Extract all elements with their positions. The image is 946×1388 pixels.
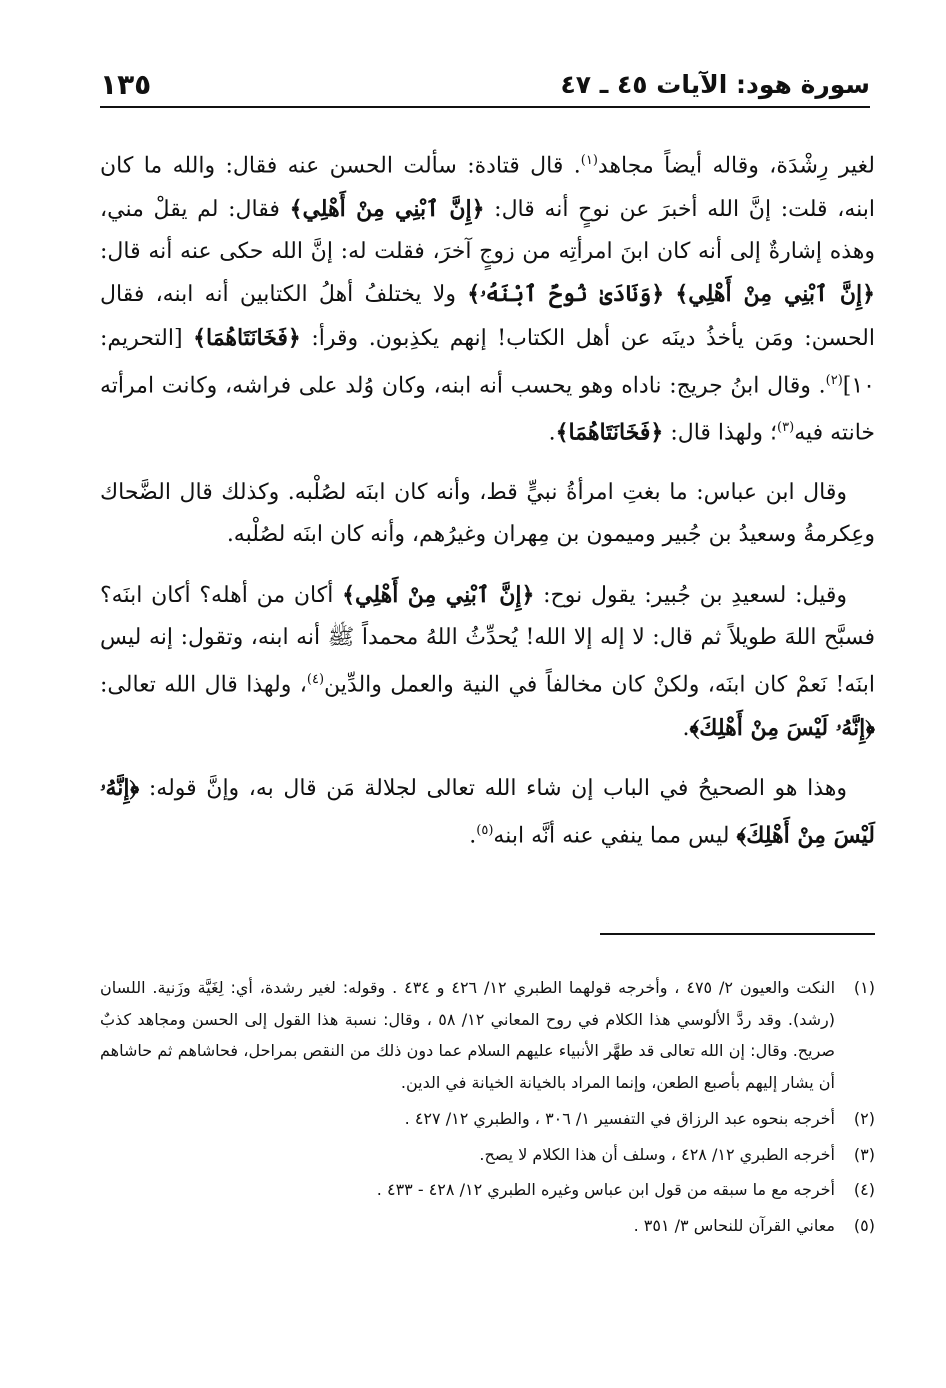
footnote-number: (٥) [853, 1215, 875, 1235]
quran-quote: ﴿فَخَانَتَاهُمَا﴾ [555, 419, 664, 446]
footnote [100, 972, 875, 1099]
running-header [100, 64, 870, 108]
footnote [100, 1210, 875, 1242]
footnote-number: (٢) [853, 1108, 875, 1128]
footnote-separator [600, 933, 875, 935]
header-rule [100, 106, 870, 108]
page-number: ١٣٥ [100, 68, 152, 101]
footnote-ref-1: (١) [580, 153, 598, 168]
quran-quote: ﴿إِنَّهُۥ لَيْسَ مِنْ أَهْلِكَ﴾ [689, 714, 875, 741]
paragraph-1: لغير رِشْدَة، وقاله أيضاً مجاهد$^{(١)}$. قال قتادة: سألت الحسن عنه فقال: والله ما كان ابنه، قلت: إنَّ الله أخبرَ عن نوحٍ أنه قال: ﴿إِنَّ ٱبْنِي مِنْ أَهْلِي﴾ فقال: لم يقلْ مني، وهذه إشارةٌ إلى أنه كان ابنَ امرأتِه من زوجٍ آخرَ، فقلت له: إنَّ الله حكى عنه أنه قال: ﴿إِنَّ ٱبْنِي مِنْ أَهْلِي﴾ ﴿وَنَادَىٰ نُوحٌ ٱبْنَهُۥ﴾ ولا يختلفُ أهلُ الكتابين أنه ابنه، فقال الحسن: ومَن يأخذُ دينَه عن أهل الكتاب! إنهم يكذِبون. وقرأ: ﴿فَخَانَتَاهُمَا﴾ [التحريم: ١٠]$^{(٢)}$. وقال ابنُ جريج: ناداه وهو يحسب أنه ابنه، وكان وُلد على فراشه، وكانت امرأته خانته فيه$^{(٣)}$؛ ولهذا قال: ﴿فَخَانَتَاهُمَا﴾. [100, 153, 876, 446]
footnote-text: النكت والعيون ٢/ ٤٧٥ ، وأخرجه قولهما الطبري ١٢/ ٤٢٦ و ٤٣٤ . وقوله: لغير رشدة، أي: لِغَيَّة وزَنية. اللسان (رشد). وقد ردَّ الألوسي هذا الكلام في روح المعاني ١٢/ ٥٨ ، وقال: نسبة هذا القول إلى الحسن ومجاهد كذبٌ صريح. وقال: إن الله تعالى قد طهَّر الأنبياء عليهم السلام عما دون ذلك من النقص بمراحل، فحاشاهم ثم حاشاهم أن يشار إليهم بأصبع الطعن، وإنما المراد بالخيانة الخيانة في الدين. [100, 978, 836, 1093]
paragraph-2: وقال ابن عباس: ما بغتِ امرأةُ نبيٍّ قط، وأنه كان ابنَه لصُلْبه. وكذلك قال الضَّحاك وعِكرمةُ وسعيدُ بن جُبير وميمون بن مِهران وغيرُهم، وأنه كان ابنَه لصُلْبه. [100, 480, 875, 548]
footnote-ref-3: (٣) [777, 420, 795, 436]
footnote-text: أخرجه مع ما سبقه من قول ابن عباس وغيره الطبري ١٢/ ٤٢٨ - ٤٣٣ . [376, 1180, 835, 1200]
footnote-number: (٣) [853, 1144, 875, 1164]
footnote-ref-2: (٢) [825, 372, 843, 388]
footnote-text: أخرجه بنحوه عبد الرزاق في التفسير ١/ ٣٠٦ ، والطبري ١٢/ ٤٢٧ . [404, 1108, 835, 1128]
quran-quote: ﴿إِنَّهُۥ لَيْسَ مِنْ أَهْلِكَ﴾ [100, 775, 875, 849]
footnote-ref-4: (٤) [306, 672, 325, 688]
quran-quote: ﴿إِنَّ ٱبْنِي مِنْ أَهْلِي﴾ [675, 281, 876, 308]
quran-quote: ﴿فَخَانَتَاهُمَا﴾ [193, 324, 301, 351]
footnote-ref-5: (٥) [476, 823, 494, 839]
footnote [100, 1139, 875, 1171]
quran-quote: ﴿إِنَّ ٱبْنِي مِنْ أَهْلِي﴾ [342, 581, 535, 608]
footnote-number: (١) [853, 978, 875, 997]
footnotes [100, 972, 875, 1246]
footnote [100, 1174, 875, 1206]
main-text [100, 140, 875, 875]
running-title: سورة هود: الآيات ٤٥ ـ ٤٧ [560, 70, 870, 99]
quran-quote: ﴿وَنَادَىٰ نُوحٌ ٱبْنَهُۥ﴾ [467, 281, 665, 308]
footnote-text: معاني القرآن للنحاس ٣/ ٣٥١ . [633, 1215, 835, 1235]
paragraph-4: وهذا هو الصحيحُ في الباب إن شاء الله تعالى لجلالة مَن قال به، وإنَّ قوله: ﴿إِنَّهُۥ لَيْسَ مِنْ أَهْلِكَ﴾ ليس مما ينفي عنه أنَّه ابنه$^{(٥)}$. [100, 775, 875, 849]
footnote [100, 1103, 875, 1135]
quran-quote: ﴿إِنَّ ٱبْنِي مِنْ أَهْلِي﴾ [289, 195, 485, 222]
footnote-number: (٤) [853, 1180, 875, 1200]
paragraph-3: وقيل: لسعيدِ بن جُبير: يقول نوح: ﴿إِنَّ ٱبْنِي مِنْ أَهْلِي﴾ أكان من أهله؟ أكان ابنَه؟ فسبَّح اللهَ طويلاً ثم قال: لا إله إلا الله! يُحدِّثُ اللهُ محمداً ﷺ أنه ابنه، وتقول: إنه ليس ابنَه! نَعمْ كان ابنَه، ولكنْ كان مخالفاً في النية والعمل والدِّين$^{(٤)}$، ولهذا قال الله تعالى: ﴿إِنَّهُۥ لَيْسَ مِنْ أَهْلِكَ﴾. [100, 581, 875, 741]
footnote-text: أخرجه الطبري ١٢/ ٤٢٨ ، وسلف أن هذا الكلام لا يصح. [479, 1144, 835, 1164]
